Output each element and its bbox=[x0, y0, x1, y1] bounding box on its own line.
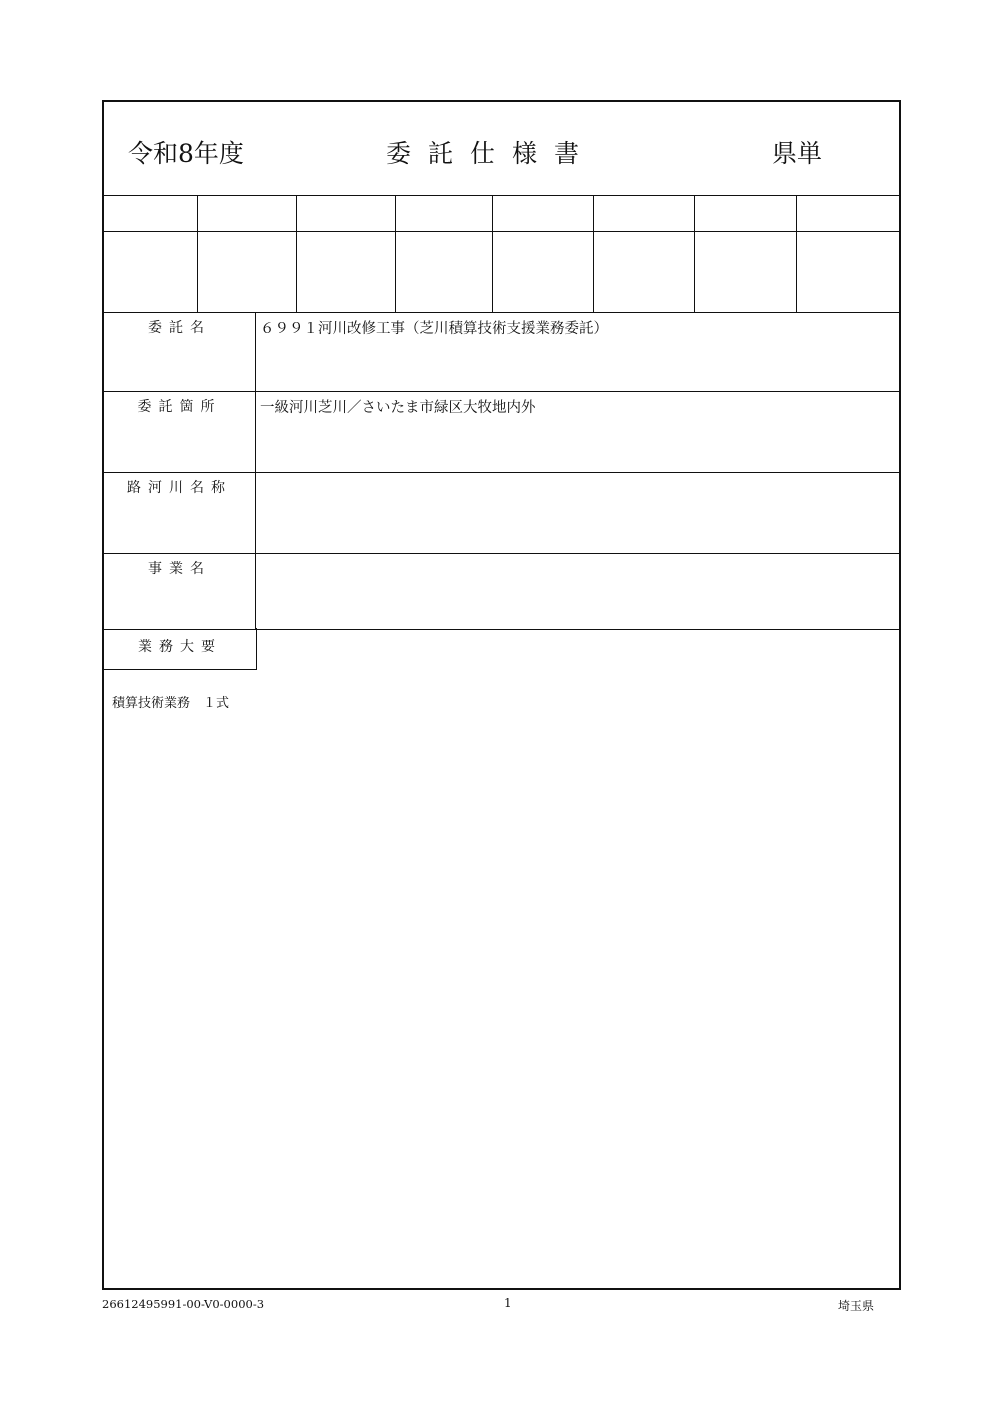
commission-name-value: ６９９１河川改修工事（芝川積算技術支援業務委託） bbox=[260, 321, 608, 337]
row-project-name bbox=[104, 553, 899, 630]
row-commission-name bbox=[104, 312, 899, 392]
work-summary-label: 業務大要 bbox=[104, 628, 257, 670]
approval-grid-header bbox=[104, 195, 899, 232]
document-frame bbox=[102, 100, 901, 1290]
budget-type: 県単 bbox=[772, 139, 823, 168]
commission-name-label: 委託名 bbox=[104, 312, 256, 391]
grid-divider bbox=[395, 195, 396, 312]
grid-divider bbox=[492, 195, 493, 312]
document-code: 26612495991-00-V0-0000-3 bbox=[102, 1297, 265, 1311]
title-row bbox=[104, 102, 899, 196]
grid-divider bbox=[296, 195, 297, 312]
organization-name: 埼玉県 bbox=[838, 1299, 875, 1313]
row-commission-location bbox=[104, 391, 899, 473]
grid-divider bbox=[197, 195, 198, 312]
work-summary-text: 積算技術業務 １式 bbox=[112, 696, 230, 711]
project-name-label: 事業名 bbox=[104, 553, 256, 629]
document-title: 委託仕様書 bbox=[386, 139, 597, 168]
commission-location-value: 一級河川芝川／さいたま市緑区大牧地内外 bbox=[260, 400, 536, 416]
road-river-name-label: 路河川名称 bbox=[104, 472, 256, 553]
fiscal-year: 令和8年度 bbox=[128, 139, 244, 168]
grid-divider bbox=[593, 195, 594, 312]
row-road-river-name bbox=[104, 472, 899, 554]
commission-location-label: 委託箇所 bbox=[104, 391, 256, 472]
grid-divider bbox=[796, 195, 797, 312]
page-number: 1 bbox=[504, 1296, 512, 1310]
grid-divider bbox=[694, 195, 695, 312]
approval-grid-body bbox=[104, 231, 899, 313]
